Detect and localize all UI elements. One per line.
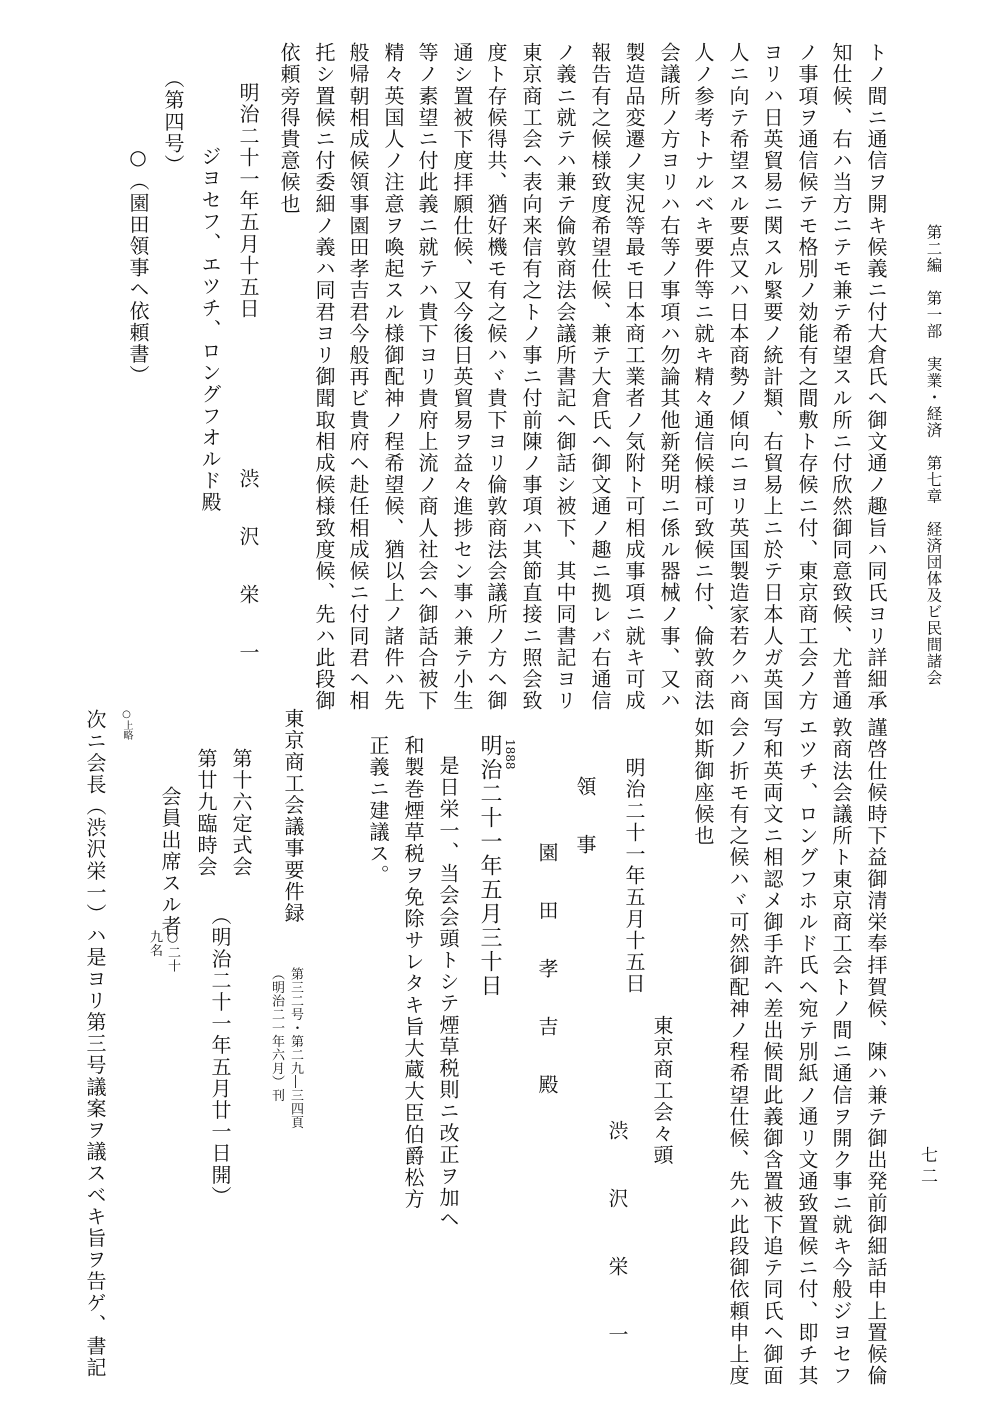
meeting-name: 第廿九臨時会 <box>194 748 218 878</box>
body-line: 会議所ノ方ヨリハ右等ノ事項ハ勿論其他新発明ニ係ル器械ノ事、又ハ <box>657 42 681 712</box>
doc-number: （第四号） <box>161 68 185 176</box>
entry-date: 明治二十一年五月三十日 <box>477 734 502 998</box>
body-line: 会ノ折モ有之候ハヾ可然御配神ノ程希望仕候、先ハ此段御依頼申上度 <box>726 717 750 1387</box>
recipient-name: 園 田 孝 吉 殿 <box>535 842 559 1103</box>
sender-name: 渋 沢 栄 一 <box>605 1120 629 1358</box>
source-title: 東京商工会議事要件録 <box>281 708 305 924</box>
body-line: 報告有之候様致度希望仕候、兼テ大倉氏ヘ御文通ノ趣ニ拠レバ右通信 <box>588 42 612 712</box>
body-line: 通シ置被下度拝願仕候、又今後日英貿易ヲ益々進捗セン事ハ兼テ小生 <box>450 42 474 712</box>
meeting-name: 第十六定式会 <box>229 748 253 878</box>
body-line: ノ義ニ就テハ兼テ倫敦商法会議所書記ヘ御話シ被下、其中同書記ヨリ <box>553 42 577 712</box>
page-number: 七二 <box>917 1146 937 1188</box>
attendance-label: 会員出席スル者 <box>158 786 182 938</box>
body-line: ノ事項ヲ通信候テモ格別ノ効能有之間敷ト存候ニ付、東京商工会ノ方 <box>795 42 819 712</box>
body-line: 如斯御座候也 <box>691 717 715 847</box>
body-line: トノ間ニ通信ヲ開キ候義ニ付大倉氏ヘ御文通ノ趣旨ハ同氏ヨリ詳細承 <box>864 42 888 712</box>
western-year: 1888 <box>503 739 517 770</box>
meeting-date: （明治二十一年五月廿一日開） <box>208 905 232 1208</box>
letter-sender: 渋 沢 栄 一 <box>236 468 260 671</box>
body-line: 人ニ向テ希望スル要点又ハ日本商勢ノ傾向ニヨリ英国製造家若クハ商 <box>726 42 750 712</box>
body-line: 等ノ素望ニ付此義ニ就テハ貴下ヨリ貴府上流ノ商人社会ヘ御話合被下 <box>415 42 439 712</box>
body-line: 般帰朝相成候領事園田孝吉君今般再ビ貴府ヘ赴任相成候ニ付同君ヘ相 <box>346 42 370 712</box>
body-line: エツチ、ロングフホルド氏ヘ宛テ別紙ノ通リ文通致置候ニ付、即チ其 <box>795 717 819 1387</box>
letter-date: 明治二十一年五月十五日 <box>622 757 646 995</box>
body-line: 敦商法会議所ト東京商工会トノ間ニ通信ヲ開ク事ニ就キ今般ジヨセフ <box>829 717 853 1387</box>
closing-line: 次ニ会長（渋沢栄一）ハ是ヨリ第三号議案ヲ議スベキ旨ヲ告ゲ、書記 <box>83 709 107 1379</box>
source-note: （明治二一年六月）刊 <box>269 967 284 1102</box>
omission-mark: ○上略 <box>121 709 132 740</box>
source-note: 第三二号・第二九―三四頁 <box>288 967 303 1129</box>
body-line: 精々英国人ノ注意ヲ喚起スル様御配神ノ程希望候、猶以上ノ諸件ハ先 <box>381 42 405 712</box>
body-line: 謹啓仕候時下益御清栄奉拝賀候、陳ハ兼テ御出発前御細話申上置候倫 <box>864 717 888 1387</box>
letter-date: 明治二十一年五月十五日 <box>236 82 260 320</box>
recipient-title: 領 事 <box>573 776 597 863</box>
body-line: 東京商工会ヘ表向来信有之トノ事ニ付前陳ノ事項ハ其節直接ニ照会致 <box>519 42 543 712</box>
attendance-count: 九名 <box>147 930 162 957</box>
doc-title: ○（園田領事ヘ依頼書） <box>126 145 150 387</box>
body-line: 知仕候、右ハ当方ニテモ兼テ希望スル所ニ付欣然御同意致候、尤普通 <box>829 42 853 712</box>
entry-line: 是日栄一、当会会頭トシテ煙草税則ニ改正ヲ加ヘ <box>436 755 460 1231</box>
body-line: ヨリハ日英貿易ニ関スル緊要ノ統計類、右貿易上ニ於テ日本人ガ英国 <box>760 42 784 712</box>
entry-line: 和製巻煙草税ヲ免除サレタキ旨大蔵大臣伯爵松方 <box>401 735 425 1211</box>
sender-title: 東京商工会々頭 <box>650 1015 674 1167</box>
body-line: 人ノ参考トナルベキ要件等ニ就キ精々通信候様可致候ニ付、倫敦商法 <box>691 42 715 712</box>
body-line: 托シ置候ニ付委細ノ義ハ同君ヨリ御聞取相成候様致度候、先ハ此段御 <box>312 42 336 712</box>
running-head: 第二編 第一部 実業・経済 第七章 経済団体及ビ民間諸会 <box>924 224 943 686</box>
body-line: 写和英両文ニ相認メ御手許ヘ差出候間此義御含置被下追テ同氏ヘ御面 <box>760 717 784 1387</box>
letter-addressee: ジヨセフ、エツチ、ロングフオルド殿 <box>198 146 222 514</box>
attendance-count: ○二十 <box>165 930 180 973</box>
body-line: 度ト存候得共、猶好機モ有之候ハヾ貴下ヨリ倫敦商法会議所ノ方ヘ御 <box>484 42 508 712</box>
body-line: 依頼旁得貴意候也 <box>277 42 301 215</box>
entry-line: 正義ニ建議ス。 <box>366 735 390 887</box>
body-line: 製造品変遷ノ実況等最モ日本商工業者ノ気附ト可相成事項ニ就キ可成 <box>622 42 646 712</box>
